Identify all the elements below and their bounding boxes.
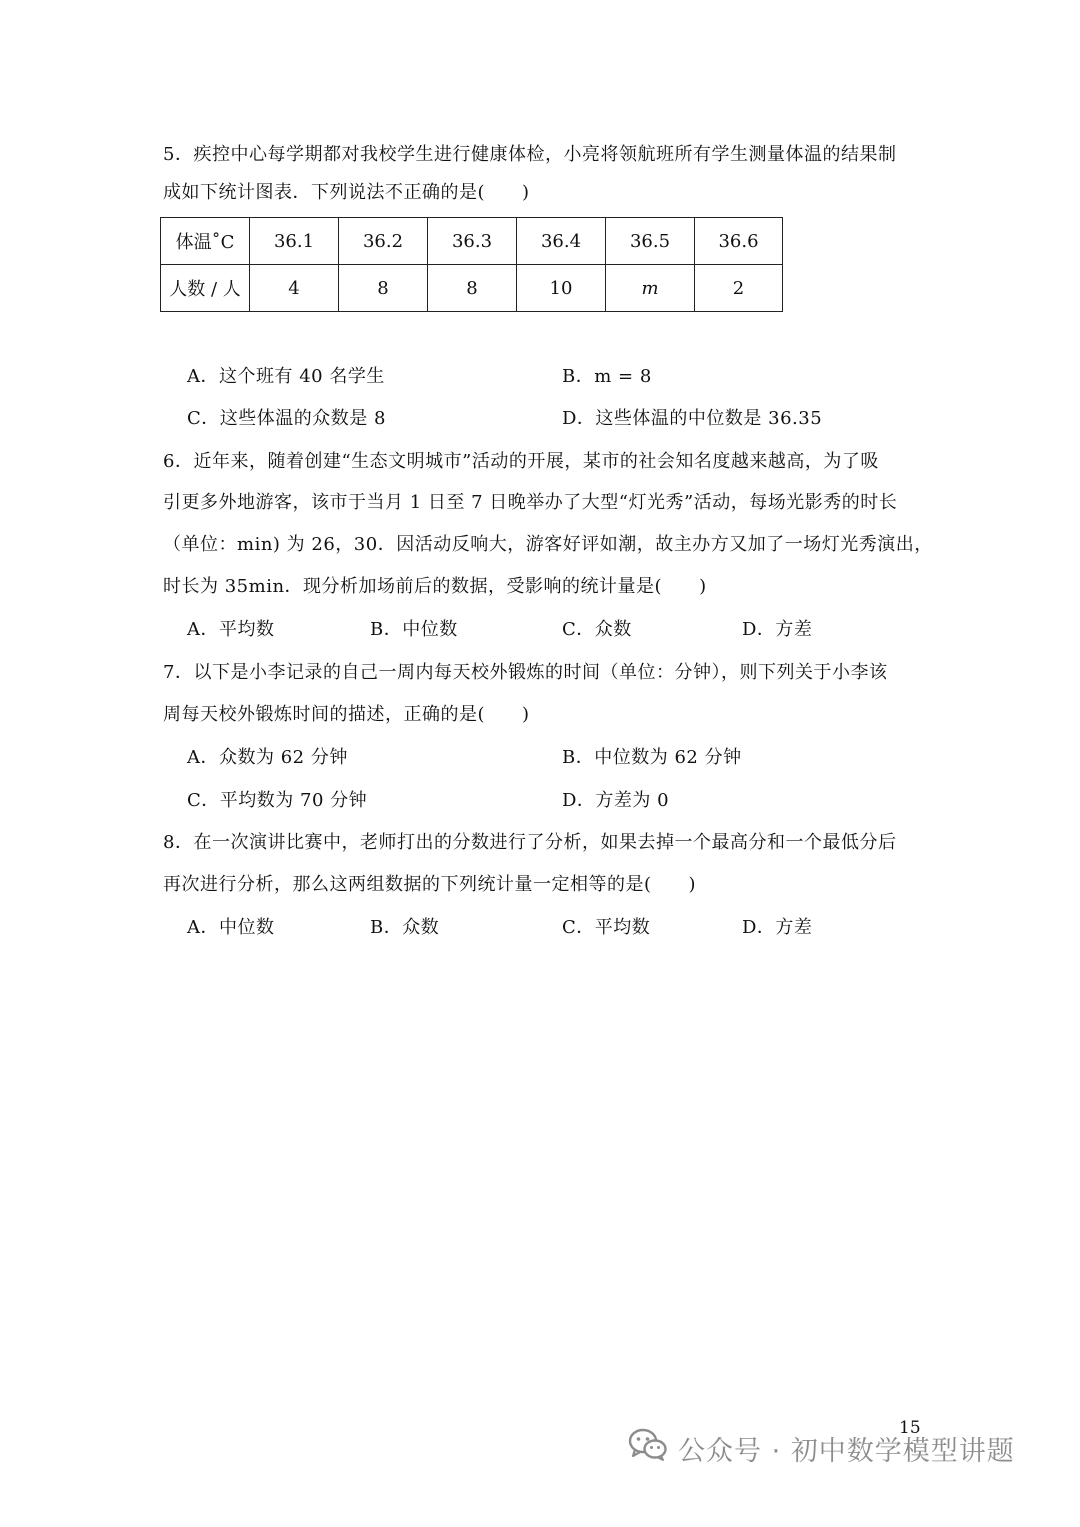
table-cell: 36.5 xyxy=(606,218,695,265)
watermark xyxy=(628,1428,1015,1468)
page-number: 15 xyxy=(899,1418,921,1438)
q6-option-a: A．平均数 xyxy=(187,619,275,640)
table-cell: 2 xyxy=(695,265,783,312)
table-cell: 8 xyxy=(339,265,428,312)
q5-option-c: C．这些体温的众数是 8 xyxy=(187,408,386,429)
table-cell: 10 xyxy=(517,265,606,312)
q7-stem-line-2: 周每天校外锻炼时间的描述，正确的是( ) xyxy=(163,704,530,725)
q5-stem-line-2: 成如下统计图表．下列说法不正确的是( ) xyxy=(163,182,530,203)
wechat-icon xyxy=(628,1428,678,1469)
table-cell: 8 xyxy=(428,265,517,312)
q8-option-c: C．平均数 xyxy=(562,917,651,938)
q7-option-c: C．平均数为 70 分钟 xyxy=(187,790,368,811)
q5-option-d: D．这些体温的中位数是 36.35 xyxy=(562,408,823,429)
table-cell: 4 xyxy=(250,265,339,312)
table-cell: 36.4 xyxy=(517,218,606,265)
q8-option-b: B．众数 xyxy=(370,917,440,938)
q5-stem-line-1: 5．疾控中心每学期都对我校学生进行健康体检，小亮将领航班所有学生测量体温的结果制 xyxy=(163,144,897,165)
q7-option-d: D．方差为 0 xyxy=(562,790,670,811)
watermark-text: 公众号 · 初中数学模型讲题 xyxy=(678,1435,1015,1467)
temperature-table xyxy=(160,217,783,312)
q8-stem-line-1: 8．在一次演讲比赛中，老师打出的分数进行了分析，如果去掉一个最高分和一个最低分后 xyxy=(163,832,897,853)
table-row-temperature xyxy=(161,218,783,265)
q7-option-b: B．中位数为 62 分钟 xyxy=(562,747,742,768)
table-header-cell: 体温˚C xyxy=(161,218,250,265)
table-cell: 36.6 xyxy=(695,218,783,265)
q6-stem-line-4: 时长为 35min．现分析加场前后的数据，受影响的统计量是( ) xyxy=(163,576,707,597)
q5-option-b: B．m = 8 xyxy=(562,366,652,387)
q8-option-d: D．方差 xyxy=(742,917,813,938)
q6-option-c: C．众数 xyxy=(562,619,632,640)
q7-stem-line-1: 7．以下是小李记录的自己一周内每天校外锻炼的时间（单位：分钟），则下列关于小李该 xyxy=(163,662,888,683)
table-cell: 36.2 xyxy=(339,218,428,265)
q6-stem-line-1: 6．近年来，随着创建“生态文明城市”活动的开展，某市的社会知名度越来越高，为了吸 xyxy=(163,451,879,472)
q5-option-a: A．这个班有 40 名学生 xyxy=(187,366,385,387)
q6-stem-line-3: （单位：min) 为 26，30．因活动反响大，游客好评如潮，故主办方又加了一场灯光秀演出， xyxy=(163,534,933,555)
q6-stem-line-2: 引更多外地游客，该市于当月 1 日至 7 日晚举办了大型“灯光秀”活动，每场光影秀的时长 xyxy=(163,492,898,513)
q8-option-a: A．中位数 xyxy=(187,917,275,938)
table-row-count xyxy=(161,265,783,312)
q8-stem-line-2: 再次进行分析，那么这两组数据的下列统计量一定相等的是( ) xyxy=(163,874,697,895)
q6-option-d: D．方差 xyxy=(742,619,813,640)
table-header-cell: 人数 / 人 xyxy=(161,265,250,312)
q6-option-b: B．中位数 xyxy=(370,619,458,640)
table-cell: 36.1 xyxy=(250,218,339,265)
q7-option-a: A．众数为 62 分钟 xyxy=(187,747,348,768)
table-cell: m xyxy=(606,265,695,312)
table-cell: 36.3 xyxy=(428,218,517,265)
